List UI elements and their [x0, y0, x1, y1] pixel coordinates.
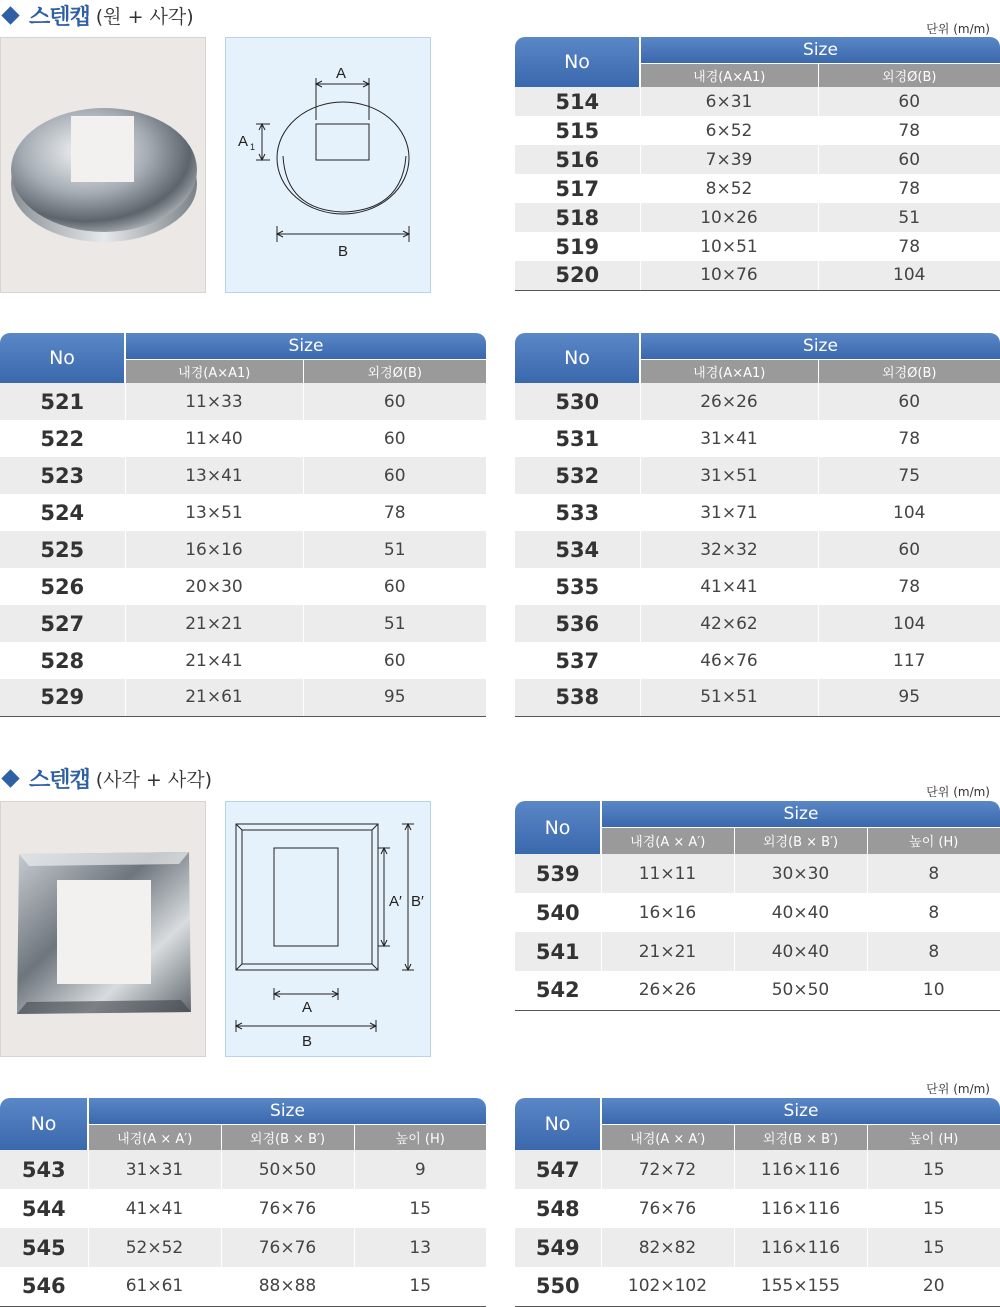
header-outer-diameter: 외경Ø(B) — [818, 359, 1000, 383]
cell-outer: 60 — [818, 87, 1000, 116]
table-row — [515, 1189, 1000, 1228]
cell-outer: 88×88 — [221, 1267, 354, 1306]
cell-inner: 26×26 — [601, 971, 734, 1010]
header-no: No — [515, 801, 601, 854]
cell-no: 545 — [0, 1228, 88, 1267]
cell-outer: 51 — [818, 203, 1000, 232]
cell-inner: 102×102 — [601, 1267, 734, 1306]
header-height: 높이 (H) — [867, 827, 1000, 854]
header-inner-diameter: 내경(A×A1) — [640, 63, 818, 87]
cell-outer: 78 — [303, 494, 486, 531]
cell-outer: 95 — [818, 679, 1000, 716]
header-no: No — [515, 1098, 601, 1150]
table-row — [515, 420, 1000, 457]
cell-no: 522 — [0, 420, 125, 457]
table-row — [515, 145, 1000, 174]
header-outer-diameter: 외경Ø(B) — [303, 359, 486, 383]
cell-inner: 41×41 — [88, 1189, 221, 1228]
table-row — [515, 116, 1000, 145]
table-row — [0, 1267, 486, 1306]
cell-inner: 13×41 — [125, 457, 303, 494]
cell-outer: 75 — [818, 457, 1000, 494]
cell-inner: 10×76 — [640, 261, 818, 290]
cell-outer: 116×116 — [734, 1228, 867, 1267]
header-size: Size — [125, 333, 486, 359]
header-height: 높이 (H) — [354, 1124, 486, 1150]
cell-outer: 30×30 — [734, 854, 867, 893]
table-row — [0, 679, 486, 716]
cell-inner: 21×41 — [125, 642, 303, 679]
square-cap-diagram — [225, 801, 431, 1057]
cell-outer: 60 — [303, 568, 486, 605]
cell-no: 532 — [515, 457, 640, 494]
cell-height: 10 — [867, 971, 1000, 1010]
cell-inner: 21×61 — [125, 679, 303, 716]
cell-inner: 20×30 — [125, 568, 303, 605]
header-height: 높이 (H) — [867, 1124, 1000, 1150]
table-547-550 — [515, 1098, 1000, 1307]
cell-outer: 76×76 — [221, 1228, 354, 1267]
cell-inner: 13×51 — [125, 494, 303, 531]
table-row — [0, 1228, 486, 1267]
cell-no: 529 — [0, 679, 125, 716]
table-row — [515, 932, 1000, 971]
cell-outer: 104 — [818, 261, 1000, 290]
cell-inner: 6×52 — [640, 116, 818, 145]
diamond-bullet-icon — [1, 769, 19, 787]
cell-no: 540 — [515, 893, 601, 932]
cell-height: 20 — [867, 1267, 1000, 1306]
cell-no: 542 — [515, 971, 601, 1010]
section2-title-main: 스텐캡 — [29, 767, 90, 793]
header-no: No — [515, 37, 640, 87]
cell-no: 515 — [515, 116, 640, 145]
cell-outer: 51 — [303, 605, 486, 642]
cell-outer: 95 — [303, 679, 486, 716]
cell-no: 526 — [0, 568, 125, 605]
cell-inner: 8×52 — [640, 174, 818, 203]
cell-height: 15 — [867, 1228, 1000, 1267]
section2-title-sub: (사각 + 사각) — [95, 768, 213, 791]
table-row — [515, 87, 1000, 116]
cell-height: 9 — [354, 1150, 486, 1189]
cell-no: 543 — [0, 1150, 88, 1189]
cell-no: 533 — [515, 494, 640, 531]
table-row — [0, 1150, 486, 1189]
cell-inner: 16×16 — [601, 893, 734, 932]
table-row — [515, 854, 1000, 893]
cell-outer: 78 — [818, 232, 1000, 261]
cell-outer: 117 — [818, 642, 1000, 679]
cell-inner: 10×51 — [640, 232, 818, 261]
table-543-546 — [0, 1098, 486, 1307]
header-outer-diameter: 외경Ø(B) — [818, 63, 1000, 87]
table-539-542 — [515, 801, 1000, 1011]
section1-unit: 단위 (m/m) — [926, 22, 990, 36]
cell-outer: 78 — [818, 420, 1000, 457]
cell-no: 534 — [515, 531, 640, 568]
table-row — [0, 494, 486, 531]
table-row — [515, 494, 1000, 531]
section2-title — [0, 763, 212, 793]
cell-no: 550 — [515, 1267, 601, 1306]
table-row — [515, 605, 1000, 642]
cell-inner: 31×31 — [88, 1150, 221, 1189]
cell-no: 516 — [515, 145, 640, 174]
cell-inner: 76×76 — [601, 1189, 734, 1228]
cell-no: 528 — [0, 642, 125, 679]
cell-inner: 26×26 — [640, 383, 818, 420]
round-cap-photo — [0, 37, 206, 293]
cell-inner: 31×71 — [640, 494, 818, 531]
header-inner-size: 내경(A × A′) — [601, 1124, 734, 1150]
header-size: Size — [88, 1098, 486, 1124]
cell-inner: 16×16 — [125, 531, 303, 568]
cell-no: 548 — [515, 1189, 601, 1228]
cell-inner: 7×39 — [640, 145, 818, 174]
cell-height: 8 — [867, 932, 1000, 971]
header-no: No — [0, 1098, 88, 1150]
cell-no: 514 — [515, 87, 640, 116]
table-row — [515, 457, 1000, 494]
section1-title-sub: (원 + 사각) — [95, 5, 194, 28]
cell-inner: 72×72 — [601, 1150, 734, 1189]
section2-unit-2: 단위 (m/m) — [926, 1082, 990, 1096]
cell-outer: 116×116 — [734, 1189, 867, 1228]
cell-no: 520 — [515, 261, 640, 290]
section1-title-main: 스텐캡 — [29, 4, 90, 30]
cell-no: 537 — [515, 642, 640, 679]
table-row — [515, 893, 1000, 932]
cell-no: 531 — [515, 420, 640, 457]
cell-no: 521 — [0, 383, 125, 420]
table-row — [515, 174, 1000, 203]
table-row — [0, 383, 486, 420]
header-inner-diameter: 내경(A×A1) — [640, 359, 818, 383]
table-514-520 — [515, 37, 1000, 291]
cell-inner: 11×11 — [601, 854, 734, 893]
table-row — [515, 203, 1000, 232]
cell-inner: 21×21 — [125, 605, 303, 642]
cell-outer: 60 — [303, 642, 486, 679]
cell-outer: 78 — [818, 174, 1000, 203]
cell-no: 549 — [515, 1228, 601, 1267]
cell-no: 538 — [515, 679, 640, 716]
square-cap-photo — [0, 801, 206, 1057]
cell-outer: 51 — [303, 531, 486, 568]
table-row — [515, 568, 1000, 605]
cell-outer: 76×76 — [221, 1189, 354, 1228]
table-row — [0, 605, 486, 642]
cell-inner: 46×76 — [640, 642, 818, 679]
table-row — [515, 679, 1000, 716]
cell-inner: 31×41 — [640, 420, 818, 457]
table-row — [0, 420, 486, 457]
dim-label-b: B — [338, 243, 349, 260]
cell-inner: 42×62 — [640, 605, 818, 642]
cell-outer: 40×40 — [734, 893, 867, 932]
header-outer-size: 외경(B × B′) — [221, 1124, 354, 1150]
cell-no: 536 — [515, 605, 640, 642]
header-size: Size — [601, 1098, 1000, 1124]
table-row — [0, 568, 486, 605]
cell-outer: 116×116 — [734, 1150, 867, 1189]
cell-height: 15 — [354, 1267, 486, 1306]
cell-height: 13 — [354, 1228, 486, 1267]
cell-outer: 60 — [818, 145, 1000, 174]
cell-outer: 50×50 — [221, 1150, 354, 1189]
header-size: Size — [640, 333, 1000, 359]
cell-no: 523 — [0, 457, 125, 494]
cell-inner: 32×32 — [640, 531, 818, 568]
table-row — [515, 1267, 1000, 1306]
round-cap-diagram — [225, 37, 431, 293]
cell-inner: 31×51 — [640, 457, 818, 494]
cell-no: 539 — [515, 854, 601, 893]
cell-no: 535 — [515, 568, 640, 605]
header-no: No — [0, 333, 125, 383]
cell-height: 8 — [867, 854, 1000, 893]
cell-no: 546 — [0, 1267, 88, 1306]
header-inner-size: 내경(A × A′) — [601, 827, 734, 854]
cell-outer: 78 — [818, 116, 1000, 145]
cell-outer: 40×40 — [734, 932, 867, 971]
table-row — [515, 232, 1000, 261]
cell-height: 8 — [867, 893, 1000, 932]
cell-outer: 104 — [818, 605, 1000, 642]
header-inner-size: 내경(A × A′) — [88, 1124, 221, 1150]
header-size: Size — [640, 37, 1000, 63]
cell-inner: 61×61 — [88, 1267, 221, 1306]
dim-label-a-prime: A′ — [389, 893, 402, 910]
cell-inner: 11×33 — [125, 383, 303, 420]
table-row — [515, 531, 1000, 568]
cell-height: 15 — [354, 1189, 486, 1228]
cell-height: 15 — [867, 1150, 1000, 1189]
cell-no: 530 — [515, 383, 640, 420]
cell-no: 527 — [0, 605, 125, 642]
section2-unit: 단위 (m/m) — [926, 785, 990, 799]
dim-label-b-prime: B′ — [411, 893, 424, 910]
table-row — [515, 1150, 1000, 1189]
section1-title — [0, 0, 194, 30]
cell-outer: 78 — [818, 568, 1000, 605]
table-row — [515, 971, 1000, 1010]
cell-inner: 51×51 — [640, 679, 818, 716]
cell-no: 547 — [515, 1150, 601, 1189]
cell-height: 15 — [867, 1189, 1000, 1228]
cell-outer: 60 — [818, 531, 1000, 568]
cell-inner: 52×52 — [88, 1228, 221, 1267]
table-row — [515, 261, 1000, 290]
dim-label-a: A — [336, 65, 347, 82]
cell-inner: 11×40 — [125, 420, 303, 457]
table-row — [0, 1189, 486, 1228]
cell-inner: 10×26 — [640, 203, 818, 232]
table-row — [0, 531, 486, 568]
dim-label-b: B — [302, 1033, 313, 1050]
dim-label-a1-sub: 1 — [250, 142, 256, 152]
cell-no: 524 — [0, 494, 125, 531]
cell-outer: 155×155 — [734, 1267, 867, 1306]
header-inner-diameter: 내경(A×A1) — [125, 359, 303, 383]
cell-outer: 60 — [303, 420, 486, 457]
cell-outer: 104 — [818, 494, 1000, 531]
table-row — [0, 457, 486, 494]
header-size: Size — [601, 801, 1000, 827]
cell-inner: 21×21 — [601, 932, 734, 971]
dim-label-a1: A — [238, 133, 249, 150]
table-row — [515, 383, 1000, 420]
cell-no: 518 — [515, 203, 640, 232]
table-row — [515, 1228, 1000, 1267]
cell-outer: 50×50 — [734, 971, 867, 1010]
header-no: No — [515, 333, 640, 383]
cell-no: 541 — [515, 932, 601, 971]
cell-no: 519 — [515, 232, 640, 261]
dim-label-a: A — [302, 999, 313, 1016]
table-row — [515, 642, 1000, 679]
cell-no: 517 — [515, 174, 640, 203]
cell-no: 544 — [0, 1189, 88, 1228]
diamond-bullet-icon — [1, 6, 19, 24]
table-530-538 — [515, 333, 1000, 717]
cell-no: 525 — [0, 531, 125, 568]
cell-outer: 60 — [303, 457, 486, 494]
table-521-529 — [0, 333, 486, 717]
cell-outer: 60 — [818, 383, 1000, 420]
cell-inner: 82×82 — [601, 1228, 734, 1267]
cell-inner: 6×31 — [640, 87, 818, 116]
table-row — [0, 642, 486, 679]
header-outer-size: 외경(B × B′) — [734, 827, 867, 854]
header-outer-size: 외경(B × B′) — [734, 1124, 867, 1150]
cell-inner: 41×41 — [640, 568, 818, 605]
cell-outer: 60 — [303, 383, 486, 420]
